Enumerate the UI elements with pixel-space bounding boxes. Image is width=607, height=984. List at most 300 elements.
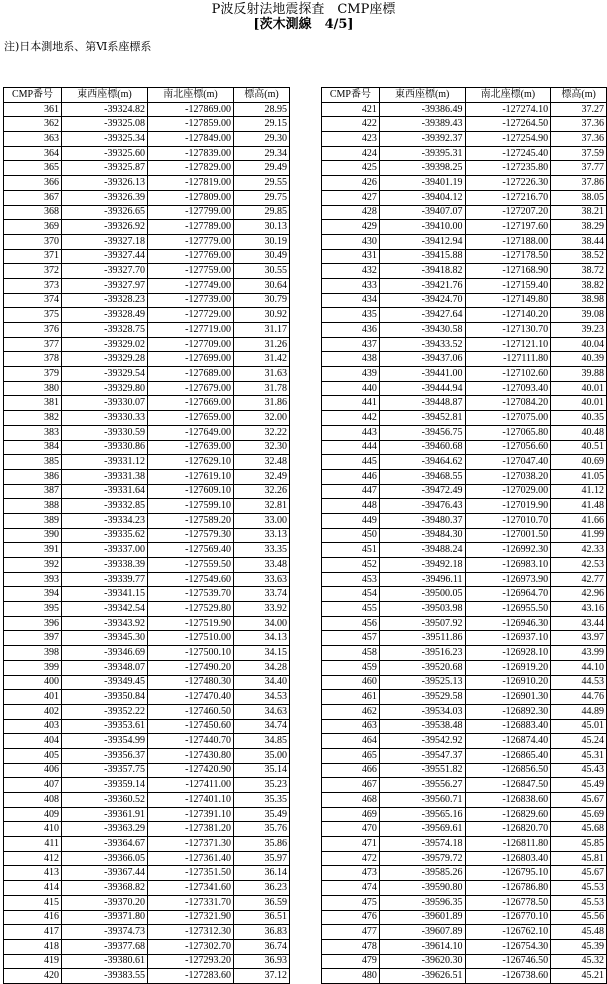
north-south-cell: -126746.50 <box>465 954 551 969</box>
east-west-cell: -39404.12 <box>379 190 465 205</box>
elevation-cell: 43.97 <box>551 631 607 646</box>
cmp-number-cell: 418 <box>4 939 62 954</box>
table-row <box>322 220 607 235</box>
elevation-cell: 45.69 <box>551 807 607 822</box>
east-west-cell: -39464.62 <box>379 455 465 470</box>
header-cmp-number: CMP番号 <box>4 88 62 103</box>
cmp-number-cell: 361 <box>4 102 62 117</box>
elevation-cell: 45.53 <box>551 881 607 896</box>
north-south-cell: -126919.20 <box>465 660 551 675</box>
elevation-cell: 31.26 <box>234 337 290 352</box>
elevation-cell: 42.53 <box>551 558 607 573</box>
north-south-cell: -127245.40 <box>465 146 551 161</box>
cmp-number-cell: 422 <box>322 117 380 132</box>
north-south-cell: -127178.50 <box>465 249 551 264</box>
east-west-cell: -39325.87 <box>62 161 148 176</box>
table-row <box>322 455 607 470</box>
table-row <box>4 528 290 543</box>
table-row <box>4 807 290 822</box>
table-row <box>4 925 290 940</box>
north-south-cell: -127121.10 <box>465 337 551 352</box>
elevation-cell: 37.59 <box>551 146 607 161</box>
cmp-number-cell: 393 <box>4 572 62 587</box>
east-west-cell: -39500.05 <box>379 587 465 602</box>
north-south-cell: -127130.70 <box>465 323 551 338</box>
east-west-cell: -39383.55 <box>62 969 148 984</box>
east-west-cell: -39607.89 <box>379 925 465 940</box>
north-south-cell: -127849.00 <box>148 132 234 147</box>
table-row <box>322 264 607 279</box>
cmp-number-cell: 394 <box>4 587 62 602</box>
north-south-cell: -127619.10 <box>148 469 234 484</box>
table-row <box>322 646 607 661</box>
table-row <box>322 969 607 984</box>
table-row <box>4 748 290 763</box>
east-west-cell: -39353.61 <box>62 719 148 734</box>
east-west-cell: -39430.58 <box>379 323 465 338</box>
cmp-number-cell: 419 <box>4 954 62 969</box>
north-south-cell: -127084.20 <box>465 396 551 411</box>
table-row <box>4 837 290 852</box>
table-row <box>322 602 607 617</box>
table-row <box>4 646 290 661</box>
header-east-west: 東西座標(m) <box>62 88 148 103</box>
table-row <box>322 411 607 426</box>
table-row <box>4 763 290 778</box>
east-west-cell: -39507.92 <box>379 616 465 631</box>
east-west-cell: -39472.49 <box>379 484 465 499</box>
table-row <box>322 484 607 499</box>
cmp-number-cell: 372 <box>4 264 62 279</box>
table-row <box>4 161 290 176</box>
cmp-number-cell: 413 <box>4 866 62 881</box>
east-west-cell: -39330.86 <box>62 440 148 455</box>
header-cmp-number: CMP番号 <box>322 88 380 103</box>
north-south-cell: -126901.30 <box>465 690 551 705</box>
east-west-cell: -39330.07 <box>62 396 148 411</box>
table-row <box>4 190 290 205</box>
elevation-cell: 29.49 <box>234 161 290 176</box>
cmp-number-cell: 395 <box>4 602 62 617</box>
table-row <box>4 587 290 602</box>
table-row <box>322 528 607 543</box>
table-row <box>4 704 290 719</box>
elevation-cell: 32.00 <box>234 411 290 426</box>
elevation-cell: 34.15 <box>234 646 290 661</box>
east-west-cell: -39330.33 <box>62 411 148 426</box>
elevation-cell: 38.29 <box>551 220 607 235</box>
elevation-cell: 35.97 <box>234 851 290 866</box>
table-row <box>322 675 607 690</box>
north-south-cell: -126955.50 <box>465 602 551 617</box>
cmp-number-cell: 378 <box>4 352 62 367</box>
north-south-cell: -126786.80 <box>465 881 551 896</box>
east-west-cell: -39452.81 <box>379 411 465 426</box>
north-south-cell: -127539.70 <box>148 587 234 602</box>
elevation-cell: 30.13 <box>234 220 290 235</box>
cmp-number-cell: 391 <box>4 543 62 558</box>
header-north-south: 南北座標(m) <box>148 88 234 103</box>
table-row <box>322 425 607 440</box>
north-south-cell: -126847.50 <box>465 778 551 793</box>
north-south-cell: -127579.30 <box>148 528 234 543</box>
cmp-number-cell: 426 <box>322 176 380 191</box>
table-row <box>4 793 290 808</box>
cmp-number-cell: 455 <box>322 602 380 617</box>
elevation-cell: 32.49 <box>234 469 290 484</box>
elevation-cell: 44.89 <box>551 704 607 719</box>
north-south-cell: -127381.20 <box>148 822 234 837</box>
elevation-cell: 39.08 <box>551 308 607 323</box>
north-south-cell: -127254.90 <box>465 132 551 147</box>
cmp-number-cell: 480 <box>322 969 380 984</box>
elevation-cell: 36.14 <box>234 866 290 881</box>
elevation-cell: 45.67 <box>551 793 607 808</box>
cmp-number-cell: 390 <box>4 528 62 543</box>
table-row <box>4 308 290 323</box>
east-west-cell: -39511.86 <box>379 631 465 646</box>
table-row <box>322 822 607 837</box>
header-north-south: 南北座標(m) <box>465 88 551 103</box>
table-row <box>322 763 607 778</box>
east-west-cell: -39374.73 <box>62 925 148 940</box>
north-south-cell: -127569.40 <box>148 543 234 558</box>
cmp-number-cell: 411 <box>4 837 62 852</box>
table-row <box>4 734 290 749</box>
cmp-number-cell: 408 <box>4 793 62 808</box>
east-west-cell: -39492.18 <box>379 558 465 573</box>
cmp-number-cell: 416 <box>4 910 62 925</box>
cmp-number-cell: 465 <box>322 748 380 763</box>
elevation-cell: 40.04 <box>551 337 607 352</box>
east-west-cell: -39326.39 <box>62 190 148 205</box>
table-row <box>322 866 607 881</box>
elevation-cell: 35.86 <box>234 837 290 852</box>
east-west-cell: -39350.84 <box>62 690 148 705</box>
table-row <box>322 734 607 749</box>
table-row <box>322 337 607 352</box>
elevation-cell: 45.49 <box>551 778 607 793</box>
north-south-cell: -127102.60 <box>465 367 551 382</box>
east-west-cell: -39412.94 <box>379 234 465 249</box>
elevation-cell: 38.98 <box>551 293 607 308</box>
cmp-number-cell: 410 <box>4 822 62 837</box>
cmp-number-cell: 464 <box>322 734 380 749</box>
table-row <box>4 234 290 249</box>
cmp-number-cell: 384 <box>4 440 62 455</box>
north-south-cell: -127361.40 <box>148 851 234 866</box>
north-south-cell: -127559.50 <box>148 558 234 573</box>
east-west-cell: -39574.18 <box>379 837 465 852</box>
cmp-number-cell: 461 <box>322 690 380 705</box>
north-south-cell: -126838.60 <box>465 793 551 808</box>
east-west-cell: -39326.65 <box>62 205 148 220</box>
table-row <box>322 910 607 925</box>
cmp-number-cell: 434 <box>322 293 380 308</box>
cmp-number-cell: 421 <box>322 102 380 117</box>
east-west-cell: -39484.30 <box>379 528 465 543</box>
elevation-cell: 30.49 <box>234 249 290 264</box>
cmp-number-cell: 364 <box>4 146 62 161</box>
elevation-cell: 32.81 <box>234 499 290 514</box>
table-row <box>4 117 290 132</box>
north-south-cell: -126778.50 <box>465 895 551 910</box>
east-west-cell: -39330.59 <box>62 425 148 440</box>
north-south-cell: -127709.00 <box>148 337 234 352</box>
table-row <box>4 323 290 338</box>
elevation-cell: 33.92 <box>234 602 290 617</box>
north-south-cell: -127510.00 <box>148 631 234 646</box>
table-row <box>4 352 290 367</box>
cmp-number-cell: 427 <box>322 190 380 205</box>
table-row <box>322 117 607 132</box>
table-row <box>4 425 290 440</box>
east-west-cell: -39339.77 <box>62 572 148 587</box>
table-row <box>322 440 607 455</box>
north-south-cell: -127799.00 <box>148 205 234 220</box>
elevation-cell: 31.63 <box>234 367 290 382</box>
east-west-cell: -39534.03 <box>379 704 465 719</box>
east-west-cell: -39626.51 <box>379 969 465 984</box>
elevation-cell: 36.51 <box>234 910 290 925</box>
north-south-cell: -127391.10 <box>148 807 234 822</box>
table-row <box>322 205 607 220</box>
elevation-cell: 35.35 <box>234 793 290 808</box>
table-row <box>322 690 607 705</box>
east-west-cell: -39328.75 <box>62 323 148 338</box>
cmp-number-cell: 443 <box>322 425 380 440</box>
table-row <box>322 719 607 734</box>
elevation-cell: 45.68 <box>551 822 607 837</box>
elevation-cell: 31.42 <box>234 352 290 367</box>
elevation-cell: 37.36 <box>551 117 607 132</box>
north-south-cell: -127331.70 <box>148 895 234 910</box>
north-south-cell: -127401.10 <box>148 793 234 808</box>
north-south-cell: -126762.10 <box>465 925 551 940</box>
cmp-number-cell: 371 <box>4 249 62 264</box>
document-subtitle: [茨木測線 4/5] <box>253 17 354 32</box>
east-west-cell: -39361.91 <box>62 807 148 822</box>
table-row <box>322 132 607 147</box>
east-west-cell: -39407.07 <box>379 205 465 220</box>
table-header-row <box>4 88 290 103</box>
north-south-cell: -127010.70 <box>465 513 551 528</box>
table-row <box>4 220 290 235</box>
north-south-cell: -127216.70 <box>465 190 551 205</box>
elevation-cell: 28.95 <box>234 102 290 117</box>
north-south-cell: -127019.90 <box>465 499 551 514</box>
cmp-number-cell: 447 <box>322 484 380 499</box>
elevation-cell: 45.56 <box>551 910 607 925</box>
east-west-cell: -39476.43 <box>379 499 465 514</box>
elevation-cell: 33.13 <box>234 528 290 543</box>
cmp-number-cell: 438 <box>322 352 380 367</box>
north-south-cell: -127529.80 <box>148 602 234 617</box>
cmp-number-cell: 436 <box>322 323 380 338</box>
east-west-cell: -39456.75 <box>379 425 465 440</box>
cmp-number-cell: 420 <box>4 969 62 984</box>
elevation-cell: 31.86 <box>234 396 290 411</box>
cmp-number-cell: 407 <box>4 778 62 793</box>
north-south-cell: -127669.00 <box>148 396 234 411</box>
table-row <box>4 278 290 293</box>
east-west-cell: -39427.64 <box>379 308 465 323</box>
cmp-number-cell: 449 <box>322 513 380 528</box>
cmp-number-cell: 470 <box>322 822 380 837</box>
table-row <box>4 631 290 646</box>
elevation-cell: 44.53 <box>551 675 607 690</box>
east-west-cell: -39343.92 <box>62 616 148 631</box>
cmp-number-cell: 471 <box>322 837 380 852</box>
north-south-cell: -127629.10 <box>148 455 234 470</box>
elevation-cell: 34.00 <box>234 616 290 631</box>
north-south-cell: -126803.40 <box>465 851 551 866</box>
table-row <box>322 851 607 866</box>
cmp-number-cell: 433 <box>322 278 380 293</box>
table-row <box>322 323 607 338</box>
east-west-cell: -39392.37 <box>379 132 465 147</box>
elevation-cell: 42.33 <box>551 543 607 558</box>
north-south-cell: -127749.00 <box>148 278 234 293</box>
elevation-cell: 42.96 <box>551 587 607 602</box>
east-west-cell: -39377.68 <box>62 939 148 954</box>
north-south-cell: -127302.70 <box>148 939 234 954</box>
cmp-number-cell: 396 <box>4 616 62 631</box>
east-west-cell: -39488.24 <box>379 543 465 558</box>
elevation-cell: 35.00 <box>234 748 290 763</box>
table-row <box>322 631 607 646</box>
table-row <box>4 910 290 925</box>
cmp-number-cell: 388 <box>4 499 62 514</box>
cmp-number-cell: 463 <box>322 719 380 734</box>
east-west-cell: -39560.71 <box>379 793 465 808</box>
elevation-cell: 38.72 <box>551 264 607 279</box>
table-row <box>4 954 290 969</box>
cmp-number-cell: 366 <box>4 176 62 191</box>
table-row <box>322 704 607 719</box>
east-west-cell: -39410.00 <box>379 220 465 235</box>
elevation-cell: 36.74 <box>234 939 290 954</box>
north-south-cell: -126883.40 <box>465 719 551 734</box>
cmp-number-cell: 479 <box>322 954 380 969</box>
cmp-number-cell: 406 <box>4 763 62 778</box>
east-west-cell: -39331.64 <box>62 484 148 499</box>
north-south-cell: -126983.10 <box>465 558 551 573</box>
cmp-number-cell: 462 <box>322 704 380 719</box>
cmp-number-cell: 397 <box>4 631 62 646</box>
east-west-cell: -39341.15 <box>62 587 148 602</box>
table-row <box>4 264 290 279</box>
cmp-number-cell: 369 <box>4 220 62 235</box>
north-south-cell: -126992.30 <box>465 543 551 558</box>
elevation-cell: 30.64 <box>234 278 290 293</box>
cmp-number-cell: 428 <box>322 205 380 220</box>
north-south-cell: -126973.90 <box>465 572 551 587</box>
elevation-cell: 45.39 <box>551 939 607 954</box>
table-row <box>4 132 290 147</box>
table-row <box>322 161 607 176</box>
elevation-cell: 36.59 <box>234 895 290 910</box>
cmp-number-cell: 404 <box>4 734 62 749</box>
north-south-cell: -127639.00 <box>148 440 234 455</box>
elevation-cell: 38.05 <box>551 190 607 205</box>
elevation-cell: 40.35 <box>551 411 607 426</box>
east-west-cell: -39585.26 <box>379 866 465 881</box>
coordinate-system-note: 注)日本測地系、第Ⅵ系座標系 <box>4 40 152 53</box>
table-row <box>322 381 607 396</box>
north-south-cell: -126892.30 <box>465 704 551 719</box>
table-row <box>322 572 607 587</box>
east-west-cell: -39325.08 <box>62 117 148 132</box>
table-row <box>322 807 607 822</box>
east-west-cell: -39329.02 <box>62 337 148 352</box>
east-west-cell: -39349.45 <box>62 675 148 690</box>
east-west-cell: -39415.88 <box>379 249 465 264</box>
east-west-cell: -39338.39 <box>62 558 148 573</box>
table-row <box>322 925 607 940</box>
elevation-cell: 32.30 <box>234 440 290 455</box>
header-east-west: 東西座標(m) <box>379 88 465 103</box>
elevation-cell: 34.74 <box>234 719 290 734</box>
table-row <box>322 499 607 514</box>
elevation-cell: 36.83 <box>234 925 290 940</box>
elevation-cell: 38.21 <box>551 205 607 220</box>
cmp-number-cell: 374 <box>4 293 62 308</box>
east-west-cell: -39327.18 <box>62 234 148 249</box>
north-south-cell: -127769.00 <box>148 249 234 264</box>
elevation-cell: 30.19 <box>234 234 290 249</box>
elevation-cell: 35.23 <box>234 778 290 793</box>
north-south-cell: -127649.00 <box>148 425 234 440</box>
elevation-cell: 41.66 <box>551 513 607 528</box>
elevation-cell: 43.44 <box>551 616 607 631</box>
elevation-cell: 35.14 <box>234 763 290 778</box>
north-south-cell: -127599.10 <box>148 499 234 514</box>
east-west-cell: -39364.67 <box>62 837 148 852</box>
north-south-cell: -127093.40 <box>465 381 551 396</box>
north-south-cell: -127729.00 <box>148 308 234 323</box>
north-south-cell: -127075.00 <box>465 411 551 426</box>
header-elevation: 標高(m) <box>551 88 607 103</box>
table-row <box>322 249 607 264</box>
cmp-number-cell: 435 <box>322 308 380 323</box>
north-south-cell: -127001.50 <box>465 528 551 543</box>
cmp-number-cell: 474 <box>322 881 380 896</box>
table-row <box>322 558 607 573</box>
cmp-number-cell: 468 <box>322 793 380 808</box>
cmp-number-cell: 477 <box>322 925 380 940</box>
north-south-cell: -127839.00 <box>148 146 234 161</box>
table-row <box>4 558 290 573</box>
table-row <box>322 308 607 323</box>
east-west-cell: -39448.87 <box>379 396 465 411</box>
north-south-cell: -127341.60 <box>148 881 234 896</box>
table-row <box>4 455 290 470</box>
elevation-cell: 35.76 <box>234 822 290 837</box>
north-south-cell: -127460.50 <box>148 704 234 719</box>
elevation-cell: 40.39 <box>551 352 607 367</box>
cmp-number-cell: 414 <box>4 881 62 896</box>
cmp-number-cell: 432 <box>322 264 380 279</box>
east-west-cell: -39326.92 <box>62 220 148 235</box>
north-south-cell: -127351.50 <box>148 866 234 881</box>
north-south-cell: -127188.00 <box>465 234 551 249</box>
elevation-cell: 34.53 <box>234 690 290 705</box>
cmp-number-cell: 387 <box>4 484 62 499</box>
elevation-cell: 45.01 <box>551 719 607 734</box>
cmp-number-cell: 446 <box>322 469 380 484</box>
east-west-cell: -39569.61 <box>379 822 465 837</box>
